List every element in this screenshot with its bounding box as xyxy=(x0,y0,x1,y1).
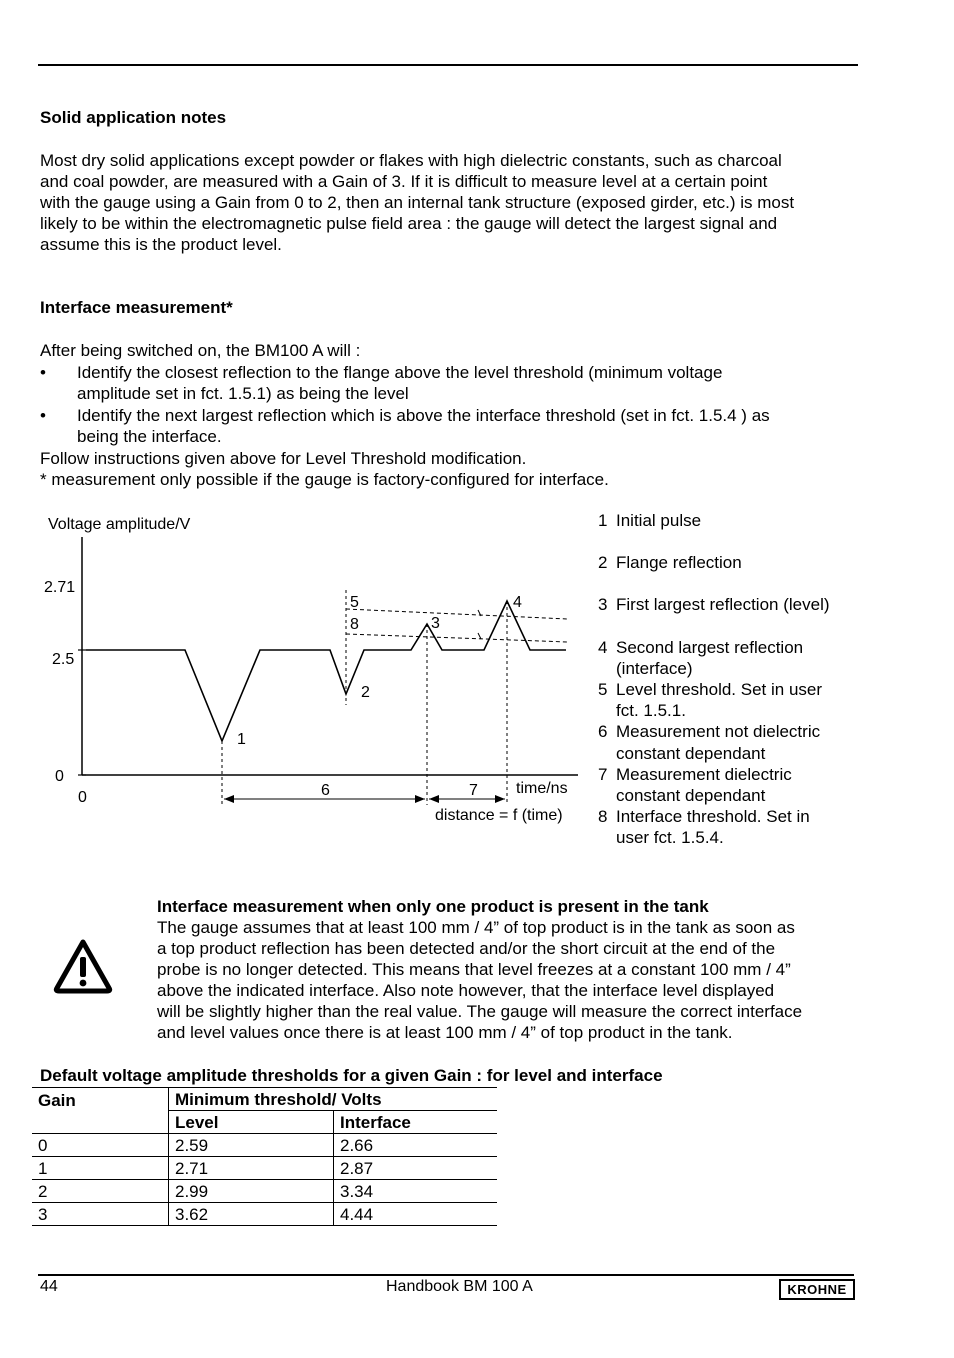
solid-line: assume this is the product level. xyxy=(40,235,282,254)
solid-paragraph xyxy=(40,150,870,255)
legend-text: Flange reflection xyxy=(616,553,742,573)
legend-item xyxy=(596,637,866,679)
point-label-5: 5 xyxy=(350,594,359,611)
table-header-row xyxy=(32,1088,497,1111)
x-origin-label: 0 xyxy=(78,789,87,806)
bullet-line: amplitude set in fct. 1.5.1) as being the level xyxy=(77,384,409,403)
solid-line: and coal powder, are measured with a Gain of 3. If it is difficult to measure level at a certain point xyxy=(40,172,768,191)
bullet-text xyxy=(77,362,857,404)
page-number: 44 xyxy=(40,1278,58,1295)
col-gain-header: Gain xyxy=(32,1088,169,1111)
thresholds-table xyxy=(32,1087,497,1226)
x-axis-label: time/ns xyxy=(516,780,568,797)
legend-text: constant dependant xyxy=(616,786,766,806)
y-tick-label: 0 xyxy=(55,768,64,785)
solid-line: likely to be within the electromagnetic pulse field area : the gauge will detect the largest signal and xyxy=(40,214,778,233)
y-tick-label: 2.71 xyxy=(44,579,76,596)
footer-title: Handbook BM 100 A xyxy=(386,1278,533,1295)
level-cell: 2.99 xyxy=(169,1180,334,1203)
table-row xyxy=(32,1203,497,1226)
gain-cell: 1 xyxy=(32,1157,169,1180)
solid-line: with the gauge using a Gain from 0 to 2, then an internal tank structure (exposed girder, etc.) is most xyxy=(40,193,795,212)
legend-text: user fct. 1.5.4. xyxy=(616,828,724,848)
point-label-8: 8 xyxy=(350,616,359,633)
gain-cell: 2 xyxy=(32,1180,169,1203)
warning-line: above the indicated interface. Also note however, that the interface level displayed xyxy=(157,981,775,1000)
legend-item xyxy=(596,764,866,806)
bullet-text xyxy=(77,405,857,447)
point-label-6: 6 xyxy=(321,782,330,799)
bullet-item xyxy=(40,405,860,447)
interface-cell: 2.66 xyxy=(334,1134,498,1157)
bullet-line: being the interface. xyxy=(77,427,222,446)
legend-text: (interface) xyxy=(616,658,693,678)
arrow-head xyxy=(415,795,425,803)
signal-waveform xyxy=(86,601,566,741)
warning-icon xyxy=(52,937,114,995)
point-label-7: 7 xyxy=(469,782,478,799)
interface-intro: After being switched on, the BM100 A will : xyxy=(40,341,361,360)
warning-line: a top product reflection has been detected and/or the short circuit at the end of the xyxy=(157,939,776,958)
col-interface-header: Interface xyxy=(334,1111,498,1134)
interface-cell: 3.34 xyxy=(334,1180,498,1203)
legend-text: Level threshold. Set in user xyxy=(616,680,823,700)
bullet-line: Identify the closest reflection to the flange above the level threshold (minimum voltage xyxy=(77,363,723,382)
bullet-item xyxy=(40,362,860,404)
point-label-1: 1 xyxy=(237,731,246,748)
legend-text: Measurement not dielectric xyxy=(616,722,821,742)
gain-cell: 3 xyxy=(32,1203,169,1226)
legend-number: 8 xyxy=(598,807,608,827)
legend-item xyxy=(596,510,866,531)
x-sub-label: distance = f (time) xyxy=(435,807,563,824)
legend-text: Initial pulse xyxy=(616,511,702,530)
thresholds-heading: Default voltage amplitude thresholds for a given Gain : for level and interface xyxy=(40,1066,663,1085)
col-group-header: Minimum threshold/ Volts xyxy=(169,1088,498,1111)
warning-heading: Interface measurement when only one product is present in the tank xyxy=(157,897,709,916)
arrow-head xyxy=(224,795,234,803)
table-row xyxy=(32,1157,497,1180)
footnote: * measurement only possible if the gauge is factory-configured for interface. xyxy=(40,470,609,489)
bullet-icon: • xyxy=(40,406,46,425)
legend-item xyxy=(596,679,866,721)
legend-number: 3 xyxy=(598,595,608,615)
point-label-3: 3 xyxy=(431,615,440,632)
legend-text: constant dependant xyxy=(616,743,766,763)
warning-line: The gauge assumes that at least 100 mm / 4” of top product is in the tank as soon as xyxy=(157,918,795,937)
table-row xyxy=(32,1134,497,1157)
diagram-legend xyxy=(596,510,866,849)
legend-number: 6 xyxy=(598,722,608,742)
follow-instructions: Follow instructions given above for Level Threshold modification. xyxy=(40,449,527,468)
gain-cell: 0 xyxy=(32,1134,169,1157)
level-cell: 2.71 xyxy=(169,1157,334,1180)
interface-cell: 2.87 xyxy=(334,1157,498,1180)
table-subheader-row xyxy=(32,1111,497,1134)
point-label-4: 4 xyxy=(513,594,522,611)
warning-text xyxy=(157,917,867,1043)
warning-line: and level values once there is at least 100 mm / 4” of top product in the tank. xyxy=(157,1023,733,1042)
legend-item xyxy=(596,552,866,573)
krohne-logo: KROHNE xyxy=(779,1279,855,1300)
bullet-line: Identify the next largest reflection which is above the interface threshold (set in fct. 1.5.4 ) as xyxy=(77,406,770,425)
bullet-icon: • xyxy=(40,363,46,382)
top-rule xyxy=(38,64,858,66)
legend-text: Interface threshold. Set in xyxy=(616,807,810,827)
legend-item xyxy=(596,806,866,848)
warning-line: will be slightly higher than the real value. The gauge will measure the correct interface xyxy=(157,1002,803,1021)
solid-heading: Solid application notes xyxy=(40,108,227,127)
legend-number: 1 xyxy=(598,511,608,530)
legend-item xyxy=(596,721,866,763)
table-row xyxy=(32,1180,497,1203)
level-cell: 3.62 xyxy=(169,1203,334,1226)
y-axis-label: Voltage amplitude/V xyxy=(48,516,191,533)
legend-text: Measurement dielectric xyxy=(616,764,792,784)
solid-line: Most dry solid applications except powder or flakes with high dielectric constants, such as charcoal xyxy=(40,151,782,170)
y-tick-label: 2.5 xyxy=(52,651,75,668)
legend-text: Second largest reflection xyxy=(616,637,804,657)
level-cell: 2.59 xyxy=(169,1134,334,1157)
legend-item xyxy=(596,594,866,615)
legend-text: First largest reflection (level) xyxy=(616,595,830,615)
col-level-header: Level xyxy=(169,1111,334,1134)
arrow-head xyxy=(495,795,505,803)
footer-rule xyxy=(38,1274,854,1276)
legend-number: 2 xyxy=(598,553,608,573)
legend-number: 4 xyxy=(598,637,608,657)
threshold-mark xyxy=(478,633,481,639)
warning-line: probe is no longer detected. This means that level freezes at a constant 100 mm / 4” xyxy=(157,960,791,979)
interface-cell: 4.44 xyxy=(334,1203,498,1226)
legend-number: 5 xyxy=(598,680,608,700)
legend-number: 7 xyxy=(598,764,608,784)
interface-heading: Interface measurement* xyxy=(40,298,233,317)
empty-cell xyxy=(32,1111,169,1134)
arrow-head xyxy=(429,795,439,803)
pulse-diagram xyxy=(0,500,600,840)
level-threshold-line xyxy=(346,609,568,619)
point-label-2: 2 xyxy=(361,684,370,701)
legend-text: fct. 1.5.1. xyxy=(616,701,686,721)
interface-threshold-line xyxy=(346,634,568,642)
